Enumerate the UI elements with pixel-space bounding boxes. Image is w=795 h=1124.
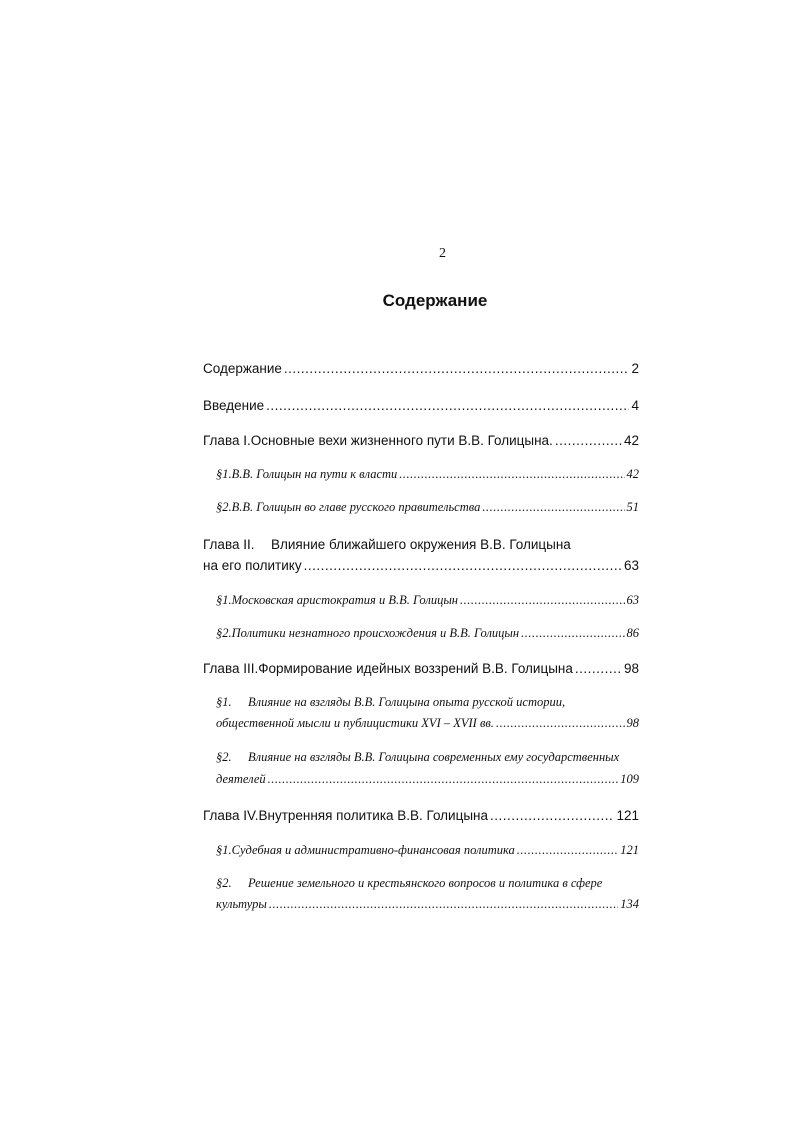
- dot-leader: [517, 843, 618, 858]
- dot-leader: [521, 626, 624, 641]
- toc-section-3-2-continued: [216, 772, 639, 787]
- toc-chapter-3: [203, 661, 639, 676]
- toc-page-number: 98: [626, 716, 639, 730]
- dot-leader: [555, 433, 622, 448]
- toc-chapter-4: [203, 808, 639, 823]
- toc-page-number: 51: [626, 500, 639, 514]
- section-number: §1.: [216, 593, 232, 607]
- toc-section-4-2-continued: [216, 897, 639, 912]
- toc-entry-label: В.В. Голицын во главе русского правительства: [231, 500, 481, 514]
- toc-chapter-2-continued: [203, 558, 639, 573]
- toc-entry-intro: [203, 398, 639, 413]
- dot-leader: [399, 467, 624, 482]
- toc-page-number: 134: [620, 897, 639, 911]
- toc-section-3-1: [216, 695, 639, 710]
- toc-entry-label: общественной мысли и публицистики XVI – XVII вв.: [216, 716, 494, 730]
- toc-entry-label: Московская аристократия и В.В. Голицын: [231, 593, 458, 607]
- toc-section-4-2: [216, 876, 639, 891]
- section-number: §2.: [216, 876, 232, 890]
- dot-leader: [269, 897, 618, 912]
- toc-page-number: 42: [626, 467, 639, 481]
- toc-entry-label: на его политику: [203, 558, 302, 573]
- toc-section-2-1: [216, 593, 639, 608]
- dot-leader: [284, 361, 630, 376]
- section-number: §2.: [216, 750, 232, 764]
- toc-section-1-2: [216, 500, 639, 515]
- toc-entry-label: Решение земельного и крестьянского вопросов и политика в сфере: [248, 876, 603, 890]
- toc-entry-label: Введение: [203, 398, 265, 413]
- section-number: §1.: [216, 843, 232, 857]
- dot-leader: [490, 808, 614, 823]
- toc-section-2-2: [216, 626, 639, 641]
- toc-entry-label: Влияние на взгляды В.В. Голицына опыта русской истории,: [248, 695, 566, 709]
- dot-leader: [268, 772, 619, 787]
- section-number: §1.: [216, 467, 232, 481]
- toc-chapter-2: [203, 537, 639, 552]
- dot-leader: [304, 558, 622, 573]
- toc-entry-label: Влияние на взгляды В.В. Голицына современных ему государственных: [248, 750, 620, 764]
- toc-page-number: 121: [616, 808, 639, 823]
- toc-page-number: 63: [626, 593, 639, 607]
- toc-section-1-1: [216, 467, 639, 482]
- section-number: §2.: [216, 500, 232, 514]
- section-number: §1.: [216, 695, 232, 709]
- toc-entry-label: Судебная и административно-финансовая политика: [231, 843, 515, 857]
- toc-section-3-2: [216, 750, 639, 765]
- toc-entry-label: деятелей: [216, 772, 266, 786]
- toc-page-number: 63: [623, 558, 639, 573]
- toc-page-number: 98: [623, 661, 639, 676]
- toc-page-number: 2: [631, 361, 639, 376]
- dot-leader: [266, 398, 629, 413]
- toc-page-number: 42: [623, 433, 639, 448]
- chapter-number: Глава II.: [203, 537, 255, 552]
- toc-entry-label: Влияние ближайшего окружения В.В. Голицына: [271, 537, 571, 552]
- toc-chapter-1: [203, 433, 639, 448]
- chapter-number: Глава IV.: [203, 808, 259, 823]
- section-number: §2.: [216, 626, 232, 640]
- toc-entry-label: культуры: [216, 897, 267, 911]
- toc-entry-label: В.В. Голицын на пути к власти: [231, 467, 398, 481]
- dot-leader: [482, 500, 624, 515]
- page-number: 2: [439, 246, 446, 261]
- toc-title: Содержание: [382, 291, 488, 310]
- toc-entry-label: Внутренняя политика В.В. Голицына: [258, 808, 488, 823]
- toc-entry-label: Политики незнатного происхождения и В.В. Голицын: [231, 626, 520, 640]
- chapter-number: Глава III.: [203, 661, 259, 676]
- toc-page-number: 109: [620, 772, 639, 786]
- toc-page-number: 4: [631, 398, 639, 413]
- toc-entry-label: Содержание: [203, 361, 282, 376]
- toc-entry-label: Основные вехи жизненного пути В.В. Голицына.: [250, 433, 553, 448]
- toc-section-4-1: [216, 843, 639, 858]
- toc-entry-label: Формирование идейных воззрений В.В. Голицына: [258, 661, 573, 676]
- dot-leader: [496, 716, 625, 731]
- toc-section-3-1-continued: [216, 716, 639, 731]
- dot-leader: [460, 593, 625, 608]
- toc-page-number: 121: [620, 843, 639, 857]
- toc-page-number: 86: [626, 626, 639, 640]
- toc-entry-contents: [203, 361, 639, 376]
- dot-leader: [575, 661, 622, 676]
- chapter-number: Глава I.: [203, 433, 251, 448]
